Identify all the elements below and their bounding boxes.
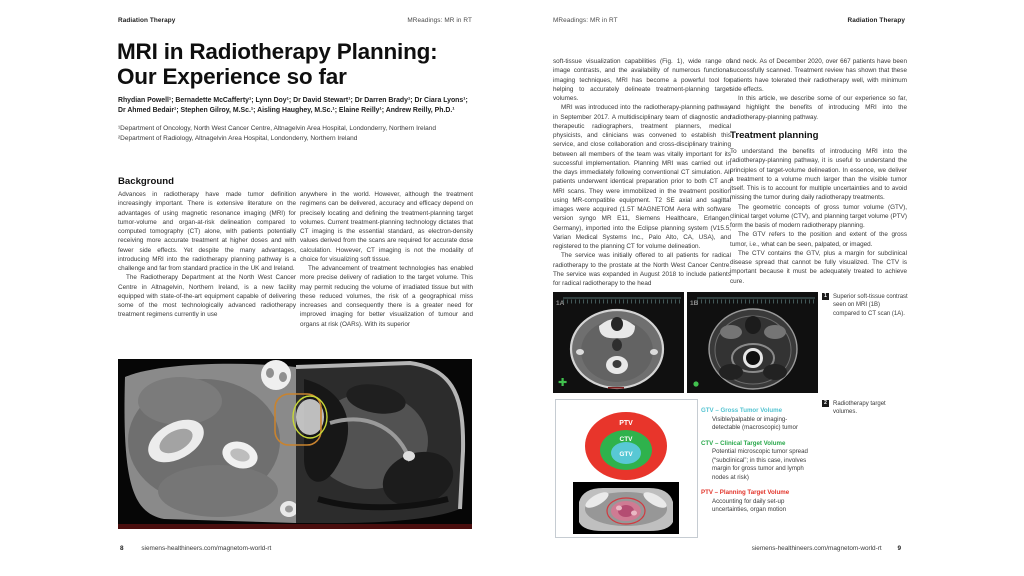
article-title <box>117 40 487 89</box>
legend-ctv-desc: Potential microscopic tumor spread (“subclinical”; in this case, involves margin for gross tumor and lymph nodes at risk) <box>712 448 808 481</box>
gtv-ctv-ptv-diagram <box>585 412 667 480</box>
body-column-1 <box>118 190 296 320</box>
running-header-left: Radiation Therapy <box>118 17 176 24</box>
footer-url: siemens-healthineers.com/magnetom-world-rt <box>751 545 882 552</box>
legend-entry-gtv <box>701 407 809 433</box>
legend-ptv-label: PTV – Planning Target Volume <box>701 489 790 496</box>
legend-gtv-label: GTV – Gross Tumor Volume <box>701 407 782 414</box>
figure1-number-badge: 1 <box>822 293 829 300</box>
article-title-line1: MRI in Radiotherapy Planning: <box>117 39 438 64</box>
paragraph: The Radiotherapy Department at the North West Cancer Centre in Altnagelvin, Northern Ireland, is a new facility equipped with state-of-the-art equipment capable of delivering some of the most technologically advanced radiotherapy treatment regimens currently in use <box>118 274 296 319</box>
panel-label: 1A <box>556 300 565 307</box>
article-title-line2: Our Experience so far <box>117 63 347 89</box>
page-number: 9 <box>897 545 901 552</box>
figure2-target-volumes <box>555 399 698 538</box>
authors-line1: Rhydian Powell¹; Bernadette McCafferty¹; Lynn Doy¹; Dr David Stewart¹; Dr Darren Brady¹; Dr Ciara Lyons¹; <box>118 97 468 104</box>
paragraph: The advancement of treatment technologies has enabled more precise delivery of radiation to the target volume. This may permit reducing the volume of irradiated tissue but with these reduced volumes, the risk of a geographical miss increases and consequently there is a greater need for improved imaging for better visualization of tumour and organs at risk (OARs). With its superior <box>300 265 473 328</box>
figure1-panel-ct <box>553 292 684 393</box>
paragraph: anywhere in the world. However, although the treatment regimens can be delivered, accuracy and efficacy depend on precisely locating and defining the treatment-planning target volumes. Current treatment-planning technology dictates that CT imaging is the essential standard, as electron-density values derived from the scans are required for accurate dose calculation. However, CT imaging is not the modality of choice for visualizing soft tissue. <box>300 191 473 263</box>
paragraph: soft-tissue visualization capabilities (Fig. 1), wide range of image contrasts, and the availability of numerous functional imaging techniques, MRI has become a powerful tool for helping to accurately delineate treatment-planning target volumes. <box>553 58 731 102</box>
contoured-ct-pelvis <box>573 482 679 534</box>
paragraph: The geometric concepts of gross tumor volume (GTV), clinical target volume (CTV), and planning target volume (PTV) form the basis of modern radiotherapy planning. <box>730 203 907 229</box>
authors <box>118 96 480 116</box>
paragraph: and neck. As of December 2020, over 667 patients have been successfully scanned. Treatment review has shown that these patients have tolerated their radiotherapy well, with minimum side effects. <box>730 58 907 93</box>
couch-line <box>118 524 472 529</box>
paragraph: The CTV contains the GTV, plus a margin for subclinical disease spread that cannot be fully visualized. The CTV is important because it must be adequately treated to achieve cure. <box>730 249 907 285</box>
page-number: 8 <box>120 545 124 552</box>
figure1-caption <box>822 293 908 318</box>
body-column-1 <box>553 57 731 288</box>
paragraph: MRI was introduced into the radiotherapy-planning pathway in September 2017. A multidisciplinary team of diagnostic and therapeutic radiographers, treatment planners, medical physicists, and clinicians was convened to establish this service, and close collaboration and cross-disciplinary training between all members of the team was vitally important for its successful implementation. Planning MRI was carried out in the days immediately following conventional CT simulation. All patients underwent identical preparation prior to both CT and MRI scans. They were immobilized in the treatment position using MR-compatible equipment. T2 SE axial and sagittal images were acquired (1.5T MAGNETOM Aera with software version syngo MR E11, Siemens Healthcare, Erlangen, Germany), imported into the Eclipse planning system (V15.5, Varian Medical Systems Inc., Palo Alto, CA, USA), and registered to the planning CT for volume delineation. <box>553 104 731 250</box>
legend-ctv-label: CTV – Clinical Target Volume <box>701 439 786 447</box>
panel-label: 1B <box>690 300 699 307</box>
ptv-label: PTV <box>619 420 633 427</box>
footer-left-page <box>120 545 271 552</box>
paragraph: To understand the benefits of introducing MRI into the radiotherapy-planning pathway, it is useful to understand the principles of target-volume delineation. In essence, we deliver a treatment to a volume much larger than the visible tumor itself. This is to account for multiple uncertainties and to avoid missing the tumor during daily radiotherapy treatments. <box>730 148 907 202</box>
paragraph: Advances in radiotherapy have made tumor definition increasingly important. There is extensive literature on the advantages of using magnetic resonance imaging (MRI) for tumor-volume and organ-at-risk delineation compared to computed tomography (CT) alone, with patients potentially receiving more accurate treatment at higher doses and with fewer side effects. Yet despite the many advantages, introducing MRI into the radiotherapy planning pathway is a challenge and far from standard practice in the UK and Ireland. <box>118 191 296 272</box>
mri-head-scan-graphic <box>687 292 818 393</box>
authors-line2: Dr Ahmed Bedair¹; Stephen Gilroy, M.Sc.¹; Aisling Haughey, M.Sc.¹; Elaine Reilly¹; Andrew Reilly, Ph.D.¹ <box>118 107 455 114</box>
legend-ptv-desc: Accounting for daily set-up uncertainties, organ motion <box>712 497 787 513</box>
affiliations <box>118 124 480 144</box>
affiliation-1: ¹Department of Oncology, North West Cancer Centre, Altnagelvin Area Hospital, Londonderry, Northern Ireland <box>118 125 436 132</box>
legend-gtv-desc: Visible/palpable or imaging-detectable (macroscopic) tumor <box>712 415 799 431</box>
figure2-caption-text: Radiotherapy target volumes. <box>833 401 886 416</box>
legend-entry-ptv <box>701 489 809 515</box>
body-column-2 <box>730 57 907 286</box>
footer-url: siemens-healthineers.com/magnetom-world-rt <box>141 545 272 552</box>
paragraph: In this article, we describe some of our experience so far, and highlight the benefits of introducing MRI into the radiotherapy-planning pathway. <box>730 95 907 121</box>
figure2-caption <box>822 400 908 417</box>
gtv-label: GTV <box>619 451 633 458</box>
right-page <box>512 0 1024 576</box>
section-heading-treatment-planning: Treatment planning <box>730 129 819 141</box>
fused-ct-mri-pelvis-image <box>118 359 472 529</box>
fused-ct-mri-pelvis-graphic <box>118 359 472 529</box>
paragraph: The service was initially offered to all patients for radical radiotherapy to the prostate at the North West Cancer Centre. The service was expanded in August 2018 to include patients for radical radiotherapy to the head <box>553 252 731 287</box>
footer-right-page <box>651 545 901 552</box>
running-header-right: Radiation Therapy <box>847 17 905 24</box>
ct-head-scan-graphic <box>553 292 684 393</box>
figure2-number-badge: 2 <box>822 400 829 407</box>
target-volumes-graphic <box>556 400 697 537</box>
paragraph: The GTV refers to the position and extent of the gross tumor, i.e., what can be seen, palpated, or imaged. <box>730 231 907 248</box>
section-heading-background: Background <box>118 176 174 187</box>
marker-dot-icon <box>693 381 698 386</box>
affiliation-2: ²Department of Radiology, Altnagelvin Area Hospital, Londonderry, Northern Ireland <box>118 135 358 142</box>
running-header-left: MReadings: MR in RT <box>553 17 618 24</box>
legend-entry-ctv <box>701 440 809 483</box>
body-column-2 <box>300 190 473 329</box>
ctv-label: CTV <box>619 436 633 443</box>
running-header-right: MReadings: MR in RT <box>407 17 472 24</box>
ct-half <box>124 360 298 523</box>
figure1-panel-mri <box>687 292 818 393</box>
figure2-legend <box>701 407 809 522</box>
mri-half <box>296 363 463 523</box>
figure1-caption-text: Superior soft-tissue contrast seen on MRI (1B) compared to CT scan (1A). <box>833 294 908 317</box>
